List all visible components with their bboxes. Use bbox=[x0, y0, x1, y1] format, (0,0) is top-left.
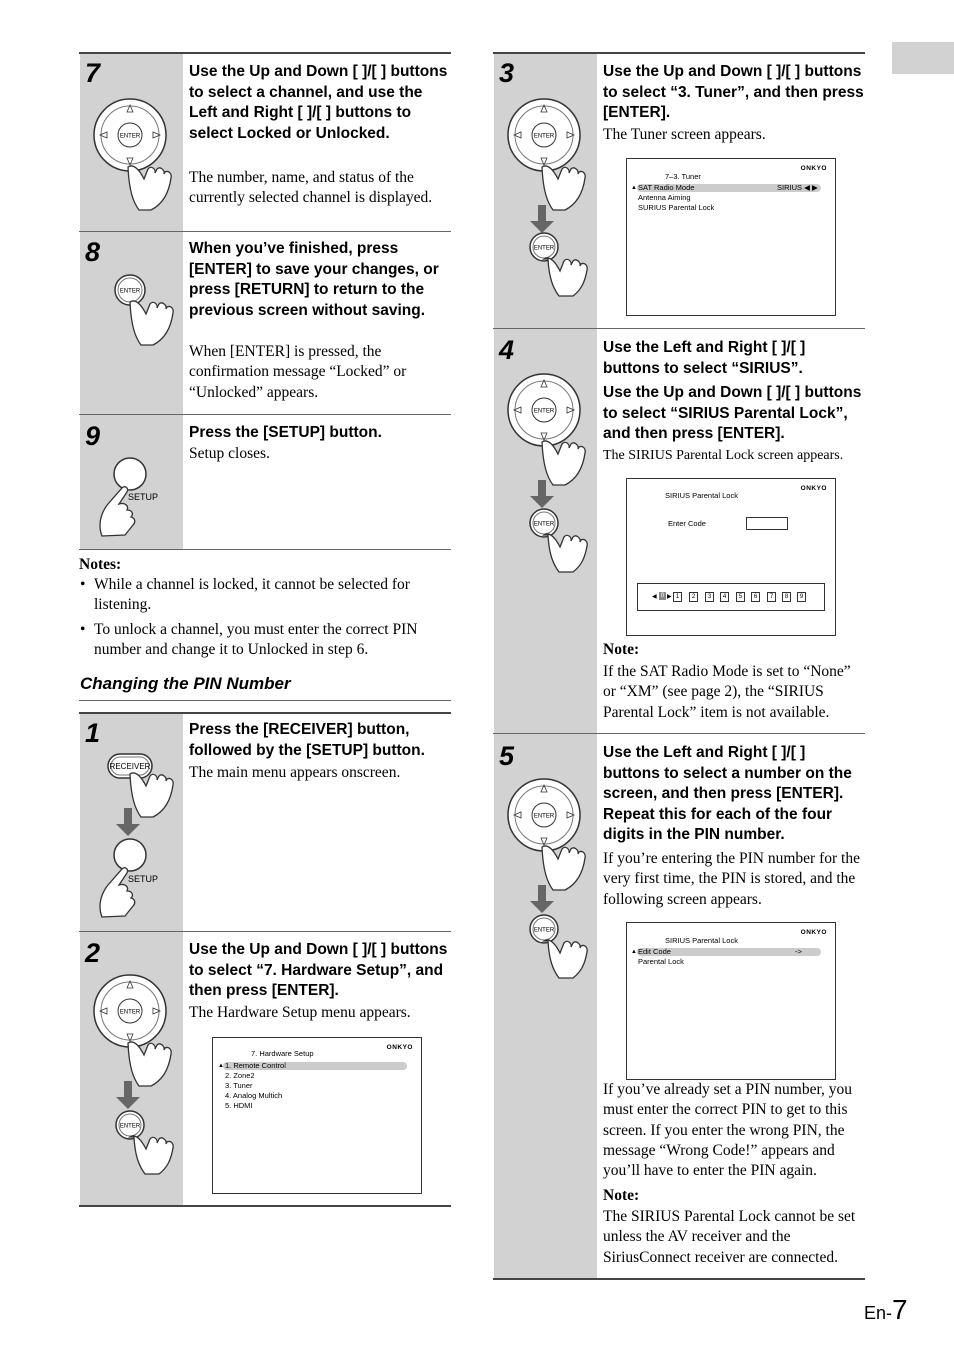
note-title: Note: bbox=[603, 1187, 640, 1204]
dpad-enter-press-icon bbox=[502, 97, 594, 307]
step-description: The number, name, and status of the currently selected channel is displayed. bbox=[189, 169, 433, 207]
right-arrow-icon: ▶ bbox=[667, 594, 672, 600]
parental-lock-code-screen bbox=[626, 478, 836, 636]
menu-item: SURIUS Parental Lock bbox=[638, 203, 715, 212]
menu-item: 2. Zone2 bbox=[225, 1071, 255, 1080]
dpad-enter-press-icon bbox=[88, 973, 180, 1183]
divider bbox=[493, 52, 865, 54]
step-instruction: Use the Left and Right [ ]/[ ] buttons to select a number on the screen, and then press [ENTER]. Repeat this for each of the four digits in the PIN number. bbox=[603, 744, 852, 843]
svg-text:ENTER: ENTER bbox=[119, 133, 141, 140]
divider bbox=[79, 231, 451, 232]
step-number: 4 bbox=[499, 335, 515, 365]
svg-text:RECEIVER: RECEIVER bbox=[109, 762, 151, 771]
step-description: The Tuner screen appears. bbox=[603, 126, 766, 143]
menu-item: Edit Code bbox=[638, 947, 671, 956]
onkyo-logo: ONKYO bbox=[386, 1044, 413, 1051]
step-description: The Hardware Setup menu appears. bbox=[189, 1004, 411, 1021]
step-number: 1 bbox=[85, 718, 101, 748]
page-number bbox=[864, 1294, 908, 1326]
divider bbox=[493, 1278, 865, 1280]
step-instruction: Press the [RECEIVER] button, followed by the [SETUP] button. bbox=[189, 721, 425, 759]
notes-list bbox=[79, 575, 451, 664]
enter-code-label: Enter Code bbox=[668, 519, 706, 528]
menu-item: 3. Tuner bbox=[225, 1081, 253, 1090]
divider bbox=[79, 712, 451, 714]
step-number: 8 bbox=[85, 237, 101, 267]
svg-text:ENTER: ENTER bbox=[119, 1009, 141, 1016]
remote-dpad-press-icon bbox=[88, 97, 180, 217]
step-number: 2 bbox=[85, 938, 101, 968]
step-instruction: Use the Left and Right [ ]/[ ] buttons to select “SIRIUS”. bbox=[603, 339, 806, 377]
updown-arrow-icon: ▲ bbox=[218, 1063, 224, 1069]
menu-value: SIRIUS ◀ ▶ bbox=[777, 183, 818, 192]
menu-arrow: -> bbox=[795, 947, 802, 956]
divider bbox=[79, 931, 451, 932]
note-item: • While a channel is locked, it cannot be selected for listening. bbox=[79, 575, 451, 616]
note-text: If the SAT Radio Mode is set to “None” or “XM” (see page 2), the “SIRIUS Parental Lock” item is not available. bbox=[603, 663, 851, 721]
menu-item: Parental Lock bbox=[638, 957, 684, 966]
step-description: When [ENTER] is pressed, the confirmation message “Locked” or “Unlocked” appears. bbox=[189, 343, 407, 401]
divider bbox=[493, 733, 865, 734]
svg-text:ENTER: ENTER bbox=[533, 521, 555, 528]
left-arrow-icon: ◀ bbox=[652, 594, 657, 600]
svg-text:ENTER: ENTER bbox=[533, 133, 555, 140]
page-prefix: En- bbox=[864, 1303, 893, 1323]
digit: 7 bbox=[767, 592, 776, 602]
note-title: Note: bbox=[603, 641, 640, 658]
section-heading: Changing the PIN Number bbox=[80, 674, 291, 693]
svg-text:ENTER: ENTER bbox=[533, 408, 555, 415]
note-text: The SIRIUS Parental Lock cannot be set unless the AV receiver and the SiriusConnect receiver are connected. bbox=[603, 1208, 856, 1266]
step-instruction: Use the Up and Down [ ]/[ ] buttons to select “SIRIUS Parental Lock”, and then press [ENTER]. bbox=[603, 384, 862, 442]
page-digit: 7 bbox=[892, 1294, 908, 1325]
divider bbox=[79, 414, 451, 415]
receiver-setup-press-icon bbox=[96, 752, 182, 922]
divider bbox=[493, 328, 865, 329]
digit: 8 bbox=[782, 592, 791, 602]
step-instruction: Use the Up and Down [ ]/[ ] buttons to select “3. Tuner”, and then press [ENTER]. bbox=[603, 63, 864, 121]
step-number: 9 bbox=[85, 421, 101, 451]
svg-text:SETUP: SETUP bbox=[128, 874, 159, 884]
setup-button-press-icon bbox=[94, 456, 176, 540]
tuner-screen bbox=[626, 158, 836, 316]
svg-text:ENTER: ENTER bbox=[119, 1123, 141, 1130]
step-instruction: Use the Up and Down [ ]/[ ] buttons to select a channel, and use the Left and Right [ ]/[ ] buttons to select Locked or Unlocked. bbox=[189, 63, 448, 142]
digit-selected: 0 bbox=[660, 593, 665, 599]
parental-lock-menu-screen bbox=[626, 922, 836, 1080]
menu-item: Antenna Aiming bbox=[638, 193, 691, 202]
step-description: If you’ve already set a PIN number, you must enter the correct PIN to get to this screen. If you enter the wrong PIN, the message “Wrong Code!” appears and you’ll have to enter the PIN again. bbox=[603, 1081, 853, 1180]
digit: 1 bbox=[673, 592, 682, 602]
code-input-box bbox=[746, 517, 788, 530]
dpad-enter-press-icon bbox=[502, 777, 594, 987]
divider bbox=[79, 1205, 451, 1207]
screen-title: SIRIUS Parental Lock bbox=[665, 491, 738, 500]
divider bbox=[79, 549, 451, 550]
step-number: 3 bbox=[499, 58, 515, 88]
svg-text:ENTER: ENTER bbox=[533, 813, 555, 820]
step-description: The main menu appears onscreen. bbox=[189, 764, 401, 781]
step-description: Setup closes. bbox=[189, 445, 270, 462]
divider bbox=[79, 52, 451, 54]
svg-text:ENTER: ENTER bbox=[533, 927, 555, 934]
enter-button-press-icon bbox=[112, 272, 178, 352]
updown-arrow-icon: ▲ bbox=[631, 949, 637, 955]
step-number: 7 bbox=[85, 58, 101, 88]
digit: 4 bbox=[720, 592, 729, 602]
dpad-enter-press-icon bbox=[502, 372, 594, 582]
digit: 5 bbox=[736, 592, 745, 602]
onkyo-logo: ONKYO bbox=[800, 929, 827, 936]
onkyo-logo: ONKYO bbox=[800, 165, 827, 172]
screen-title: SIRIUS Parental Lock bbox=[665, 936, 738, 945]
screen-title: 7. Hardware Setup bbox=[251, 1049, 314, 1058]
digit: 2 bbox=[689, 592, 698, 602]
digit: 9 bbox=[797, 592, 806, 602]
step-instruction: Press the [SETUP] button. bbox=[189, 424, 382, 441]
digit: 6 bbox=[751, 592, 760, 602]
screen-title: 7–3. Tuner bbox=[665, 172, 701, 181]
divider bbox=[79, 700, 451, 701]
thumb-tab bbox=[892, 42, 954, 74]
step-instruction: Use the Up and Down [ ]/[ ] buttons to select “7. Hardware Setup”, and then press [ENTER]. bbox=[189, 941, 448, 999]
note-item: • To unlock a channel, you must enter the correct PIN number and change it to Unlocked in step 6. bbox=[79, 620, 451, 661]
step-instruction: When you’ve finished, press [ENTER] to save your changes, or press [RETURN] to return to the previous screen without saving. bbox=[189, 240, 439, 319]
digit: 3 bbox=[705, 592, 714, 602]
step-number: 5 bbox=[499, 741, 515, 771]
menu-item: SAT Radio Mode bbox=[638, 183, 695, 192]
svg-text:ENTER: ENTER bbox=[119, 288, 141, 295]
menu-item: 5. HDMI bbox=[225, 1101, 253, 1110]
hardware-setup-screen bbox=[212, 1037, 422, 1194]
menu-item: 4. Analog Multich bbox=[225, 1091, 283, 1100]
step-description: If you’re entering the PIN number for the very first time, the PIN is stored, and the following screen appears. bbox=[603, 850, 860, 908]
menu-item: 1. Remote Control bbox=[225, 1061, 286, 1070]
svg-text:SETUP: SETUP bbox=[128, 492, 159, 502]
onkyo-logo: ONKYO bbox=[800, 485, 827, 492]
updown-arrow-icon: ▲ bbox=[631, 185, 637, 191]
step-description: The SIRIUS Parental Lock screen appears. bbox=[603, 448, 844, 463]
notes-title: Notes: bbox=[79, 556, 122, 573]
svg-text:ENTER: ENTER bbox=[533, 245, 555, 252]
digit-selector bbox=[637, 583, 825, 611]
